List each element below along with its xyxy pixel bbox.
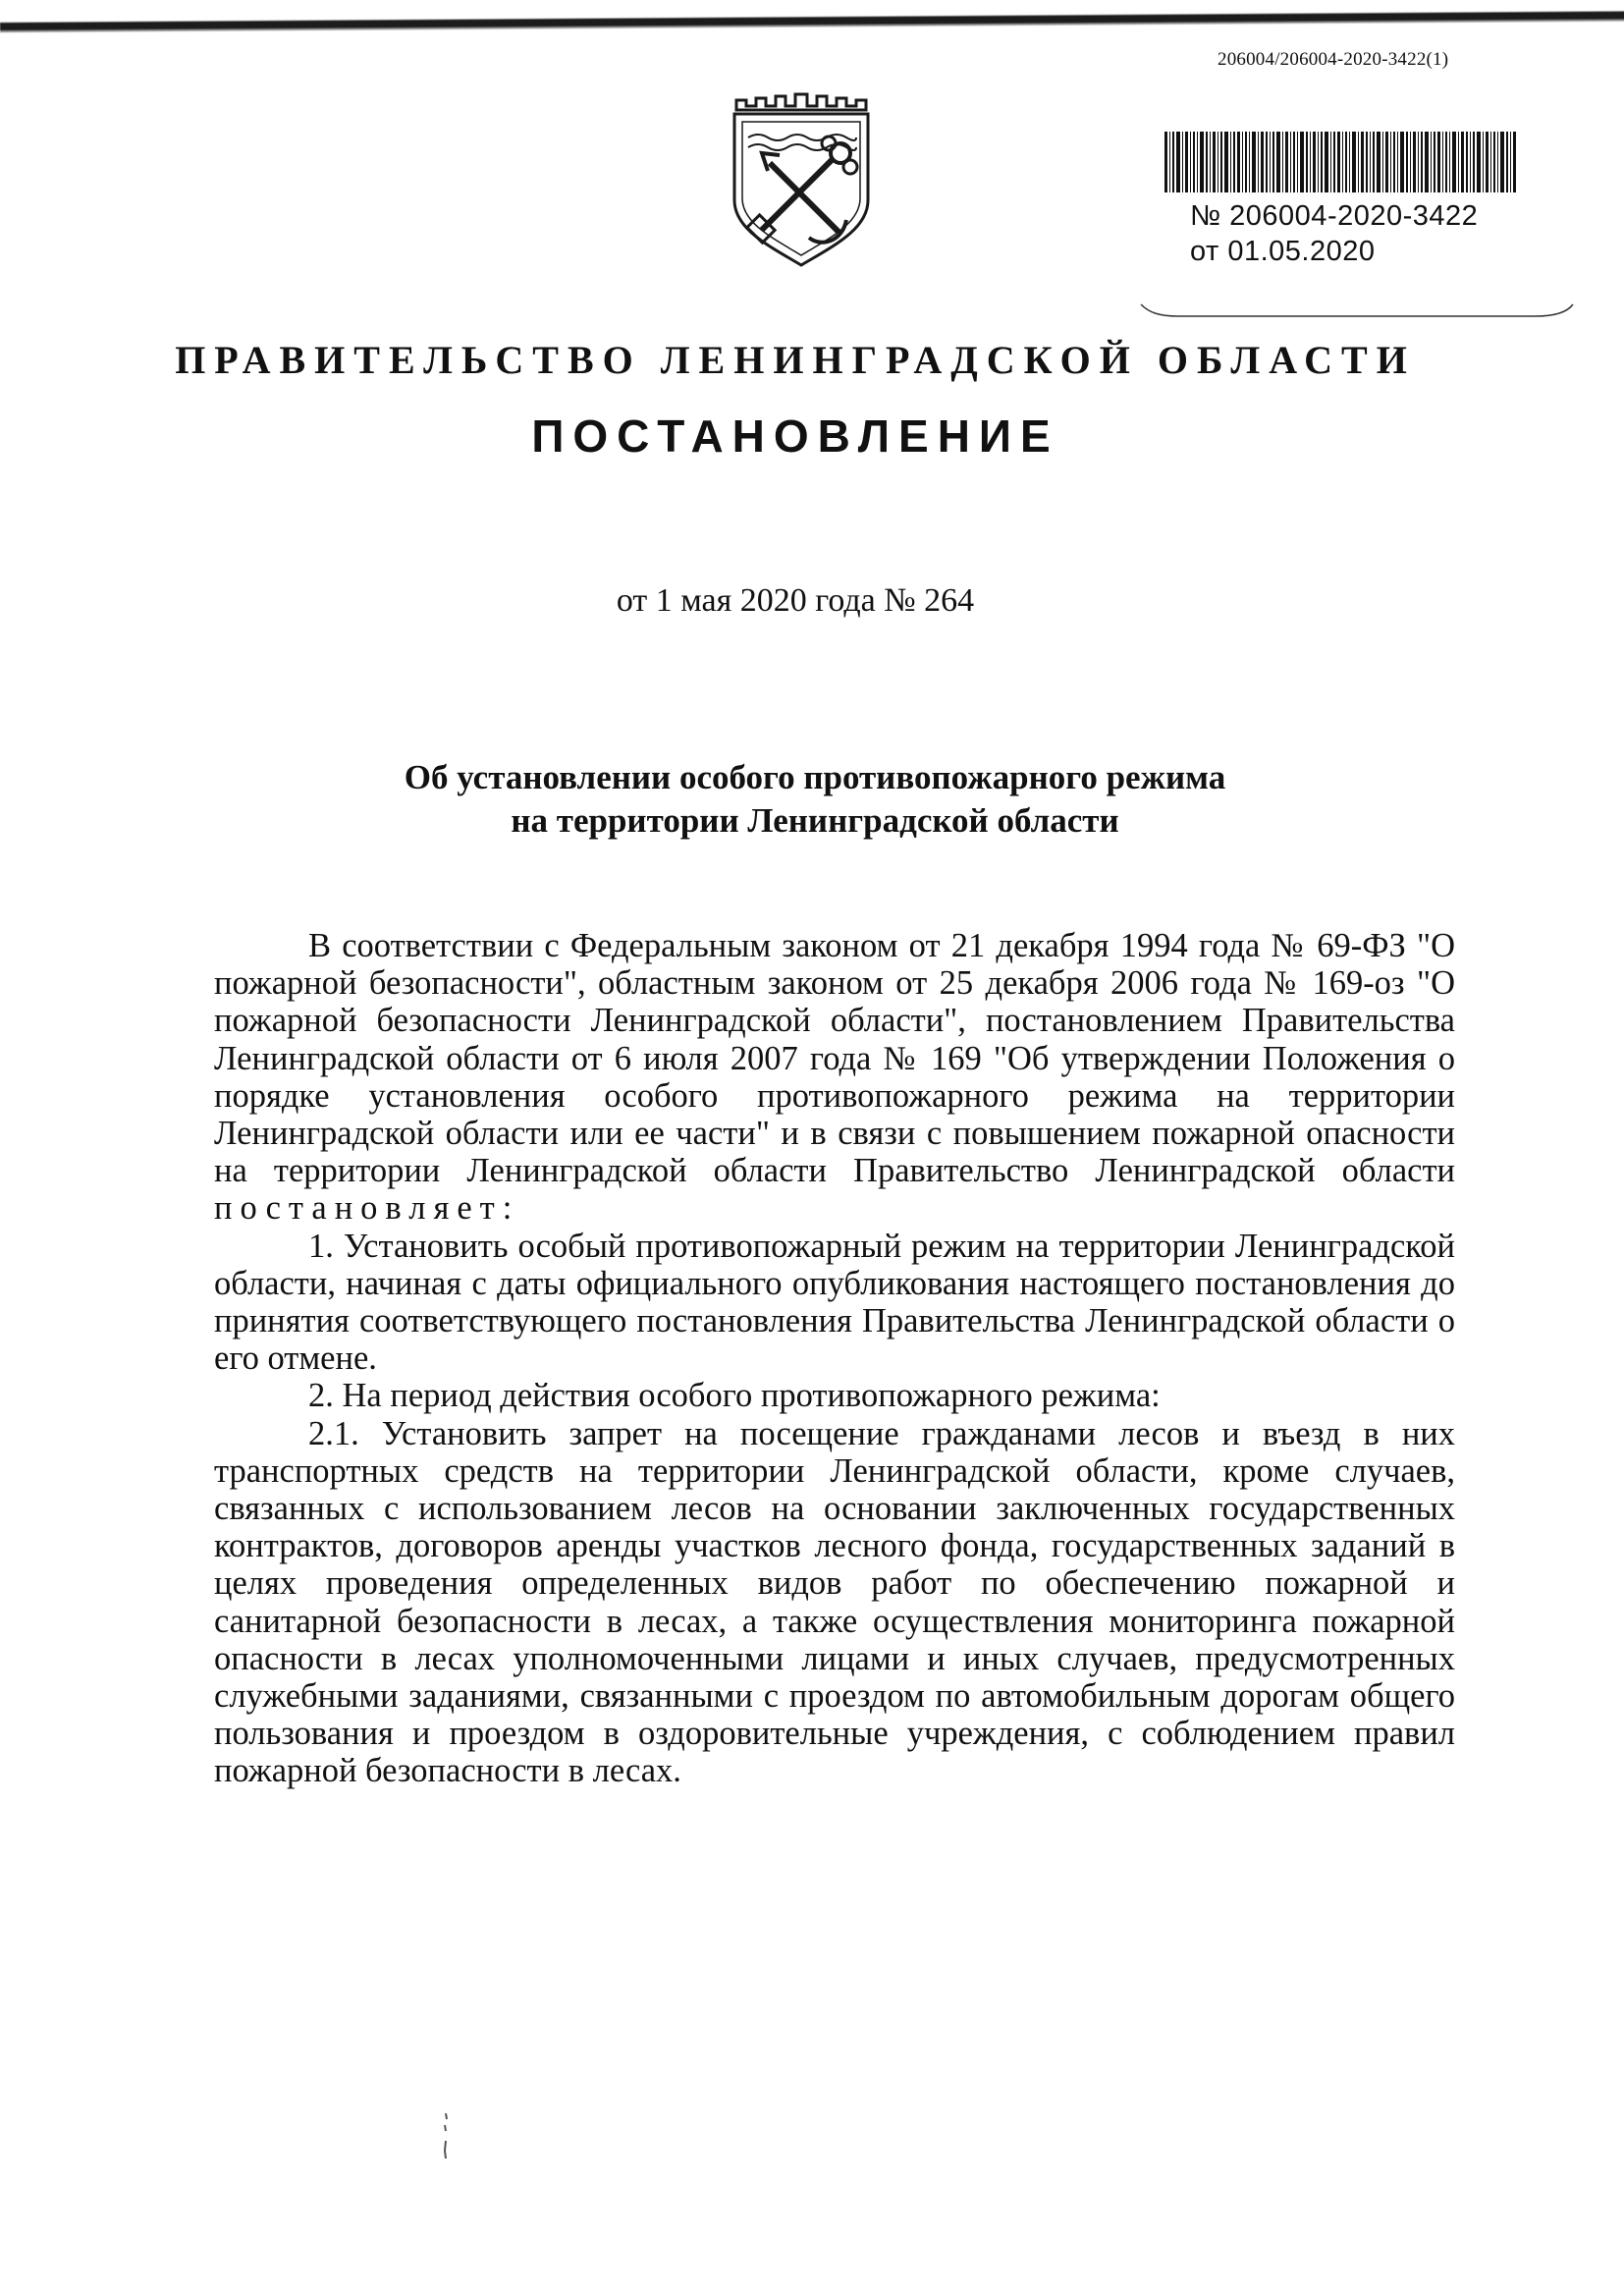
- decree-body: [214, 927, 1455, 1790]
- preamble-paragraph: [214, 927, 1455, 1228]
- government-title: ПРАВИТЕЛЬСТВО ЛЕНИНГРАДСКОЙ ОБЛАСТИ: [175, 338, 1416, 382]
- preamble-text: В соответствии с Федеральным законом от 21 декабря 1994 года № 69-ФЗ "О пожарной безопасности", областным законом от 25 декабря 2006 года № 169-оз "О пожарной безопасности Ленинградской области", постановлением Правительства Ленинградской области от 6 июля 2007 года № 169 "Об утверждении Положения о порядке установления особого противопожарного режима на территории Ленинградской области или ее части" и в связи с повышением пожарной опасности на территории Ленинградской области Правительство Ленинградской области: [214, 927, 1455, 1190]
- resolves-word: постановляет:: [214, 1189, 520, 1228]
- decree-title: ПОСТАНОВЛЕНИЕ: [531, 410, 1059, 462]
- subject-line-1: Об установлении особого противопожарного режима: [404, 758, 1226, 796]
- item-1-paragraph: 1. Установить особый противопожарный режим на территории Ленинградской области, начиная с даты официального опубликования настоящего постановления до принятия соответствующего постановления Правительства Ленинградской области о его отмене.: [214, 1227, 1455, 1378]
- stamp-underline: [1139, 301, 1575, 324]
- barcode-icon: [1164, 132, 1518, 192]
- decree-date-number: от 1 мая 2020 года № 264: [616, 582, 975, 619]
- registration-date: от 01.05.2020: [1190, 236, 1376, 267]
- coat-of-arms-icon: [723, 92, 880, 269]
- decree-subject: [245, 756, 1384, 843]
- item-2-1-paragraph: 2.1. Установить запрет на посещение гражданами лесов и въезд в них транспортных средств на территории Ленинградской области, кроме случаев, связанных с использованием лесов на основании заключенных государственных контрактов, договоров аренды участков лесного фонда, государственных заданий в целях проведения определенных видов работ по обеспечению пожарной и санитарной безопасности в лесах, а также осуществления мониторинга пожарной опасности в лесах уполномоченными лицами и иных случаев, предусмотренных служебными заданиями, связанными с проездом по автомобильным дорогам общего пользования и проездом в оздоровительные учреждения, с соблюдением правил пожарной безопасности в лесах.: [214, 1414, 1455, 1790]
- scan-artifact-mark: [436, 2111, 456, 2170]
- subject-line-2: на территории Ленинградской области: [511, 801, 1119, 840]
- registration-number: № 206004-2020-3422: [1190, 200, 1479, 232]
- item-2-paragraph: 2. На период действия особого противопожарного режима:: [308, 1377, 1161, 1415]
- document-code: 206004/206004-2020-3422(1): [1218, 49, 1449, 70]
- scan-top-edge: [0, 0, 1624, 33]
